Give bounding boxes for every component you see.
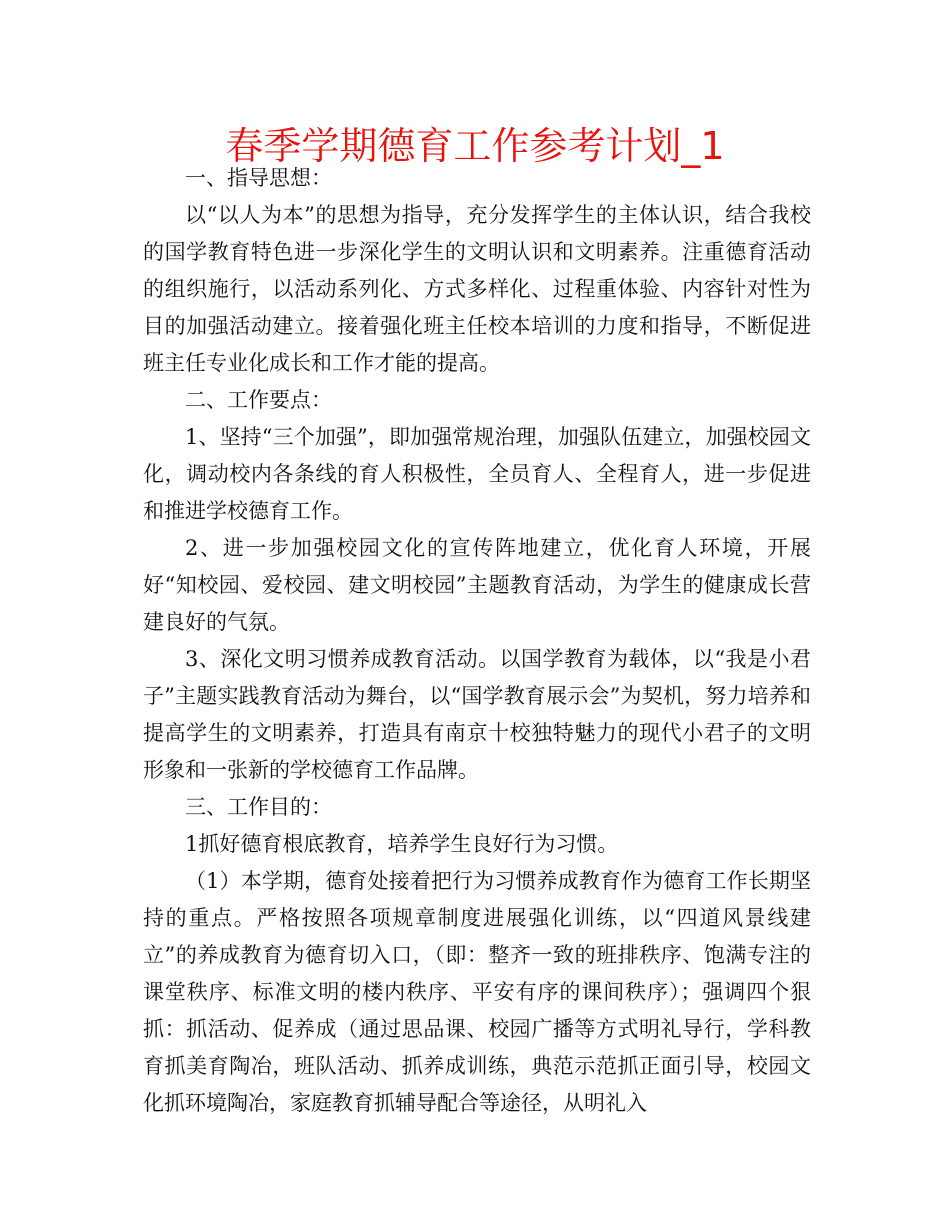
paragraph: 2、进一步加强校园文化的宣传阵地建立，优化育人环境，开展好“知校园、爱校园、建文明校园”主题教育活动，为学生的健康成长营建良好的气氛。: [143, 536, 811, 634]
heading-work-goals: 三、工作目的：: [185, 795, 332, 819]
paragraph: 3、深化文明习惯养成教育活动。以国学教育为载体，以“我是小君子”主题实践教育活动为舞台，以“国学教育展示会”为契机，努力培养和提高学生的文明素养，打造具有南京十校独特魅力的现代小君子的文明形象和一张新的学校德育工作品牌。: [143, 647, 811, 782]
document-body: [143, 160, 811, 1122]
paragraph: 1、坚持“三个加强”，即加强常规治理，加强队伍建立，加强校园文化，调动校内各条线的育人积极性，全员育人、全程育人，进一步促进和推进学校德育工作。: [143, 425, 811, 523]
paragraph: 1抓好德育根底教育，培养学生良好行为习惯。: [185, 832, 619, 856]
document-title: 春季学期德育工作参考计划_1: [225, 124, 725, 168]
paragraph: 以“以人为本”的思想为指导，充分发挥学生的主体认识，结合我校的国学教育特色进一步深化学生的文明认识和文明素养。注重德育活动的组织施行，以活动系列化、方式多样化、过程重体验、内容针对性为目的加强活动建立。接着强化班主任校本培训的力度和指导，不断促进班主任专业化成长和工作才能的提高。: [143, 203, 811, 375]
heading-work-points: 二、工作要点：: [185, 388, 332, 412]
heading-guiding-ideology: 一、指导思想：: [185, 166, 332, 190]
paragraph: （1）本学期，德育处接着把行为习惯养成教育作为德育工作长期坚持的重点。严格按照各项规章制度进展强化训练，以“四道风景线建立”的养成教育为德育切入口，（即：整齐一致的班排秩序、饱满专注的课堂秩序、标准文明的楼内秩序、平安有序的课间秩序）；强调四个狠抓：抓活动、促养成（通过思品课、校园广播等方式明礼导行，学科教育抓美育陶冶，班队活动、抓养成训练，典范示范抓正面引导，校园文化抓环境陶冶，家庭教育抓辅导配合等途径，从明礼入: [143, 869, 811, 1115]
